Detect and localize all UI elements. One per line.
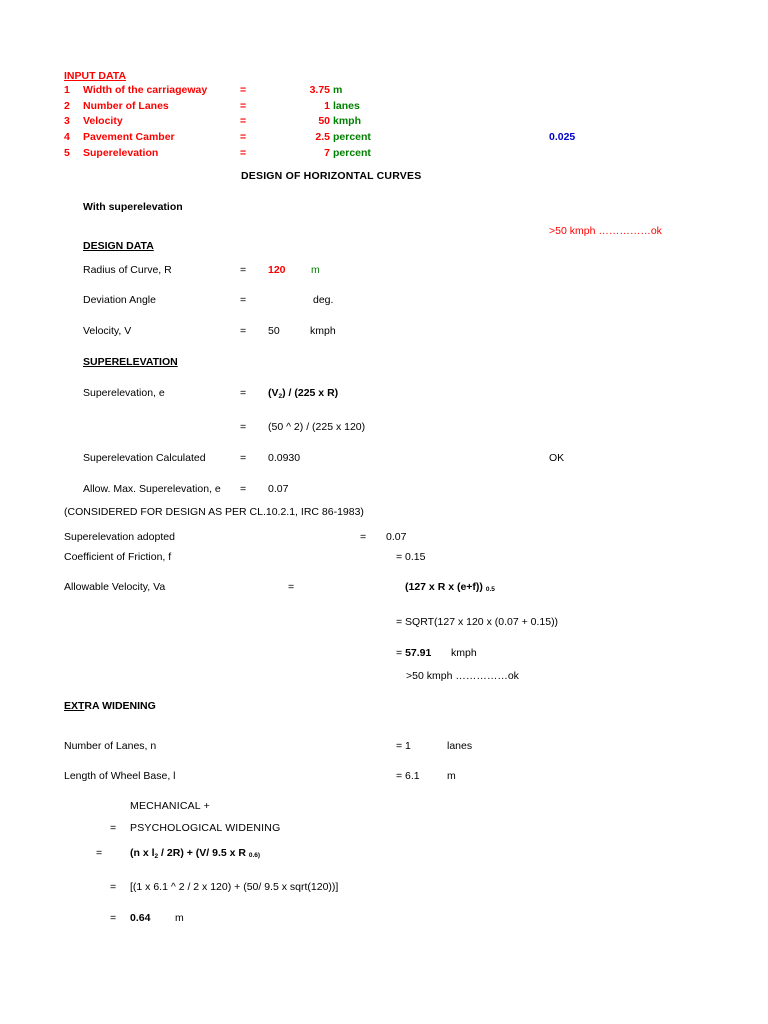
friction-label: Coefficient of Friction, f (64, 551, 172, 563)
widening-result: 0.64 (130, 912, 151, 924)
allowable-velocity-result: = 57.91 (396, 647, 432, 659)
radius-unit: m (311, 264, 320, 276)
row-value: 1 (324, 100, 330, 112)
max-superelevation-label: Allow. Max. Superelevation, e (83, 483, 221, 495)
row-unit: percent (333, 131, 371, 143)
deviation-angle-label: Deviation Angle (83, 294, 156, 306)
equals-sign: = (240, 421, 247, 433)
superelevation-status: OK (549, 452, 565, 464)
max-superelevation-value: 0.07 (268, 483, 289, 495)
wheel-base-label: Length of Wheel Base, l (64, 770, 176, 782)
velocity-unit: kmph (310, 325, 336, 337)
superelevation-adopted-label: Superelevation adopted (64, 531, 175, 543)
superelevation-adopted-value: 0.07 (386, 531, 407, 543)
row-number: 5 (64, 147, 70, 159)
input-data-title: INPUT DATA (64, 70, 127, 82)
lanes-label: Number of Lanes, n (64, 740, 157, 752)
velocity-check-note: >50 kmph ……………ok (549, 225, 662, 237)
equals-sign: = (240, 325, 247, 337)
row-number: 3 (64, 115, 70, 127)
design-data-title: DESIGN DATA (83, 240, 154, 252)
row-value: 50 (318, 115, 330, 127)
equals-sign: = (240, 131, 247, 143)
deviation-angle-unit: deg. (313, 294, 334, 306)
friction-value: = 0.15 (396, 551, 426, 563)
allowable-velocity-label: Allowable Velocity, Va (64, 581, 166, 593)
row-label: Number of Lanes (83, 100, 169, 112)
allowable-velocity-substituted: = SQRT(127 x 120 x (0.07 + 0.15)) (396, 616, 559, 628)
equals-sign: = (240, 100, 247, 112)
allowable-velocity-check: >50 kmph ……………ok (406, 670, 519, 682)
with-superelevation-label: With superelevation (83, 201, 183, 213)
superelevation-calculated-value: 0.0930 (268, 452, 301, 464)
velocity-label: Velocity, V (83, 325, 132, 337)
row-number: 2 (64, 100, 70, 112)
equals-sign: = (240, 147, 247, 159)
row-label: Pavement Camber (83, 131, 175, 143)
equals-sign: = (240, 294, 247, 306)
psychological-widening-label: PSYCHOLOGICAL WIDENING (130, 822, 281, 834)
page-heading: DESIGN OF HORIZONTAL CURVES (241, 170, 422, 182)
equals-sign: = (110, 822, 117, 834)
equals-sign: = (240, 452, 247, 464)
equals-sign: = (240, 264, 247, 276)
row-number: 1 (64, 84, 70, 96)
superelevation-formula-label: Superelevation, e (83, 387, 165, 399)
row-unit: lanes (333, 100, 360, 112)
superelevation-formula: $(V_2) / (225$ x R) (268, 387, 339, 400)
row-unit: m (333, 84, 343, 96)
lanes-unit: lanes (447, 740, 473, 752)
widening-formula: (n x $l_2 / 2R) + (V/$ 9.5 x R 0.6) (130, 847, 261, 860)
row-label: Superelevation (83, 147, 159, 159)
superelevation-title: SUPERELEVATION (83, 356, 178, 368)
allowable-velocity-formula: (127 x R x (e+f)) 0.5 (405, 581, 495, 593)
equals-sign: = (240, 84, 247, 96)
row-value: 2.5 (315, 131, 330, 143)
superelevation-calculated-label: Superelevation Calculated (83, 452, 206, 464)
superelevation-substituted: (50 ^ 2) / (225 x 120) (268, 421, 366, 433)
equals-sign: = (288, 581, 295, 593)
mechanical-label: MECHANICAL + (130, 800, 210, 812)
camber-ratio: 0.025 (549, 131, 576, 143)
extra-widening-title: EXTRA WIDENING (64, 700, 156, 712)
velocity-value: 50 (268, 325, 280, 337)
equals-sign: = (110, 881, 117, 893)
radius-label: Radius of Curve, R (83, 264, 172, 276)
row-value: 3.75 (309, 84, 330, 96)
row-label: Velocity (83, 115, 123, 127)
equals-sign: = (360, 531, 367, 543)
allowable-velocity-unit: kmph (451, 647, 477, 659)
widening-result-unit: m (175, 912, 184, 924)
equals-sign: = (240, 483, 247, 495)
row-number: 4 (64, 131, 70, 143)
row-unit: kmph (333, 115, 362, 127)
row-value: 7 (324, 147, 330, 159)
radius-value: 120 (268, 264, 286, 276)
equals-sign: = (240, 387, 247, 399)
wheel-base-unit: m (447, 770, 456, 782)
row-unit: percent (333, 147, 371, 159)
design-note: (CONSIDERED FOR DESIGN AS PER CL.10.2.1, IRC 86-1983) (64, 506, 364, 518)
row-label: Width of the carriageway (83, 84, 208, 96)
equals-sign: = (110, 912, 117, 924)
equals-sign: = (240, 115, 247, 127)
wheel-base-value: = 6.1 (396, 770, 420, 782)
equals-sign: = (96, 847, 103, 859)
widening-substituted: [(1 x 6.1 ^ 2 / 2 x 120) + (50/ 9.5 x sqrt(120))] (130, 881, 339, 893)
lanes-value: = 1 (396, 740, 411, 752)
